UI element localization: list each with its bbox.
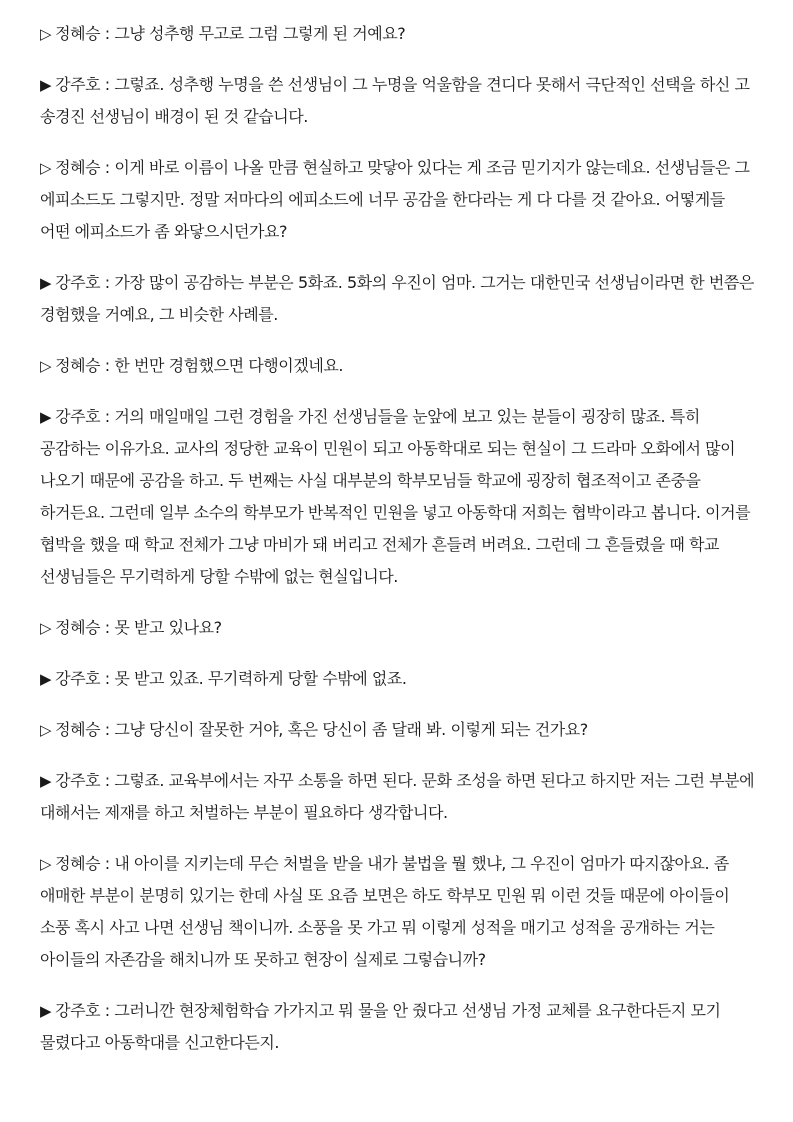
speaker-name: 강주호 bbox=[55, 771, 101, 790]
utterance-text: 그렇죠. 교육부에서는 자꾸 소통을 하면 된다. 문화 조성을 하면 된다고 하지만 저는 그런 부분에 대해서는 제재를 하고 처벌하는 부분이 필요하다 생각합니다. bbox=[40, 771, 755, 822]
utterance-text: 못 받고 있죠. 무기력하게 당할 수밖에 없죠. bbox=[114, 669, 407, 688]
speaker-name: 정혜승 bbox=[55, 618, 101, 637]
utterance-text: 한 번만 경험했으면 다행이겠네요. bbox=[114, 356, 343, 375]
speaker-marker-icon: ▷ bbox=[40, 855, 52, 873]
speaker-name: 정혜승 bbox=[55, 720, 101, 739]
interview-transcript bbox=[40, 18, 757, 1059]
utterance-text: 그러니깐 현장체험학습 가가지고 뭐 물을 안 줬다고 선생님 가정 교체를 요구한다든지 모기 물렸다고 아동학대를 신고한다든지. bbox=[40, 1001, 721, 1052]
utterance-text: 그냥 당신이 잘못한 거야, 혹은 당신이 좀 달래 봐. 이렇게 되는 건가요? bbox=[114, 720, 588, 739]
speaker-marker-icon: ▶ bbox=[40, 274, 52, 292]
speaker-name: 강주호 bbox=[55, 669, 101, 688]
dialogue-paragraph: ▶ 강주호 : 그렇죠. 교육부에서는 자꾸 소통을 하면 된다. 문화 조성을 하면 된다고 하지만 저는 그런 부분에 대해서는 제재를 하고 처벌하는 부분이 필요하다 생각합니다. bbox=[40, 765, 757, 829]
dialogue-paragraph: ▷ 정혜승 : 그냥 성추행 무고로 그럼 그렇게 된 거예요? bbox=[40, 18, 757, 50]
utterance-text: 그냥 성추행 무고로 그럼 그렇게 된 거예요? bbox=[114, 24, 406, 43]
speaker-marker-icon: ▶ bbox=[40, 1002, 52, 1020]
speaker-marker-icon: ▶ bbox=[40, 772, 52, 790]
speaker-marker-icon: ▶ bbox=[40, 670, 52, 688]
speaker-name: 정혜승 bbox=[55, 854, 101, 873]
speaker-name: 정혜승 bbox=[55, 158, 101, 177]
speaker-marker-icon: ▶ bbox=[40, 408, 52, 426]
speaker-marker-icon: ▷ bbox=[40, 721, 52, 739]
utterance-text: 가장 많이 공감하는 부분은 5화죠. 5화의 우진이 엄마. 그거는 대한민국 선생님이라면 한 번쯤은 경험했을 거예요, 그 비슷한 사례를. bbox=[40, 273, 754, 324]
speaker-marker-icon: ▷ bbox=[40, 159, 52, 177]
utterance-text: 거의 매일매일 그런 경험을 가진 선생님들을 눈앞에 보고 있는 분들이 굉장히 많죠. 특히 공감하는 이유가요. 교사의 정당한 교육이 민원이 되고 아동학대로 되는 현실이 그 드라마 오화에서 많이 나오기 때문에 공감을 하고. 두 번째는 사실 대부분의 학부모님들 학교에 굉장히 협조적이고 존중을 하거든요. 그런데 일부 소수의 학부모가 반복적인 민원을 넣고 아동학대 저희는 협박이라고 봅니다. 이거를 협박을 했을 때 학교 전체가 그냥 마비가 돼 버리고 전체가 흔들려 버려요. 그런데 그 흔들렸을 때 학교 선생님들은 무기력하게 당할 수밖에 없는 현실입니다. bbox=[40, 407, 751, 586]
utterance-text: 이게 바로 이름이 나올 만큼 현실하고 맞닿아 있다는 게 조금 믿기지가 않는데요. 선생님들은 그 에피소드도 그렇지만. 정말 저마다의 에피소드에 너무 공감을 한다라는 게 다 다를 것 같아요. 어떻게들 어떤 에피소드가 좀 와닿으시던가요? bbox=[40, 158, 750, 241]
speaker-marker-icon: ▷ bbox=[40, 619, 52, 637]
speaker-marker-icon: ▶ bbox=[40, 76, 52, 94]
dialogue-paragraph: ▶ 강주호 : 그러니깐 현장체험학습 가가지고 뭐 물을 안 줬다고 선생님 가정 교체를 요구한다든지 모기 물렸다고 아동학대를 신고한다든지. bbox=[40, 995, 757, 1059]
dialogue-paragraph: ▷ 정혜승 : 그냥 당신이 잘못한 거야, 혹은 당신이 좀 달래 봐. 이렇게 되는 건가요? bbox=[40, 714, 757, 746]
speaker-name: 강주호 bbox=[55, 1001, 101, 1020]
speaker-name: 강주호 bbox=[55, 407, 101, 426]
dialogue-paragraph: ▷ 정혜승 : 내 아이를 지키는데 무슨 처벌을 받을 내가 불법을 뭘 했냐, 그 우진이 엄마가 따지잖아요. 좀 애매한 부분이 분명히 있기는 한데 사실 또 요즘 보면은 하도 학부모 민원 뭐 이런 것들 때문에 아이들이 소풍 혹시 사고 나면 선생님 책이니까. 소풍을 못 가고 뭐 이렇게 성적을 매기고 성적을 공개하는 거는 아이들의 자존감을 해치니까 또 못하고 현장이 실제로 그렇습니까? bbox=[40, 848, 757, 976]
utterance-text: 그렇죠. 성추행 누명을 쓴 선생님이 그 누명을 억울함을 견디다 못해서 극단적인 선택을 하신 고 송경진 선생님이 배경이 된 것 같습니다. bbox=[40, 75, 750, 126]
dialogue-paragraph: ▷ 정혜승 : 못 받고 있나요? bbox=[40, 612, 757, 644]
speaker-name: 강주호 bbox=[55, 75, 101, 94]
dialogue-paragraph: ▷ 정혜승 : 한 번만 경험했으면 다행이겠네요. bbox=[40, 350, 757, 382]
speaker-marker-icon: ▷ bbox=[40, 357, 52, 375]
dialogue-paragraph: ▶ 강주호 : 거의 매일매일 그런 경험을 가진 선생님들을 눈앞에 보고 있는 분들이 굉장히 많죠. 특히 공감하는 이유가요. 교사의 정당한 교육이 민원이 되고 아동학대로 되는 현실이 그 드라마 오화에서 많이 나오기 때문에 공감을 하고. 두 번째는 사실 대부분의 학부모님들 학교에 굉장히 협조적이고 존중을 하거든요. 그런데 일부 소수의 학부모가 반복적인 민원을 넣고 아동학대 저희는 협박이라고 봅니다. 이거를 협박을 했을 때 학교 전체가 그냥 마비가 돼 버리고 전체가 흔들려 버려요. 그런데 그 흔들렸을 때 학교 선생님들은 무기력하게 당할 수밖에 없는 현실입니다. bbox=[40, 401, 757, 593]
speaker-name: 강주호 bbox=[55, 273, 101, 292]
utterance-text: 내 아이를 지키는데 무슨 처벌을 받을 내가 불법을 뭘 했냐, 그 우진이 엄마가 따지잖아요. 좀 애매한 부분이 분명히 있기는 한데 사실 또 요즘 보면은 하도 학부모 민원 뭐 이런 것들 때문에 아이들이 소풍 혹시 사고 나면 선생님 책이니까. 소풍을 못 가고 뭐 이렇게 성적을 매기고 성적을 공개하는 거는 아이들의 자존감을 해치니까 또 못하고 현장이 실제로 그렇습니까? bbox=[40, 854, 730, 969]
dialogue-paragraph: ▶ 강주호 : 못 받고 있죠. 무기력하게 당할 수밖에 없죠. bbox=[40, 663, 757, 695]
dialogue-paragraph: ▶ 강주호 : 그렇죠. 성추행 누명을 쓴 선생님이 그 누명을 억울함을 견디다 못해서 극단적인 선택을 하신 고 송경진 선생님이 배경이 된 것 같습니다. bbox=[40, 69, 757, 133]
dialogue-paragraph: ▷ 정혜승 : 이게 바로 이름이 나올 만큼 현실하고 맞닿아 있다는 게 조금 믿기지가 않는데요. 선생님들은 그 에피소드도 그렇지만. 정말 저마다의 에피소드에 너무 공감을 한다라는 게 다 다를 것 같아요. 어떻게들 어떤 에피소드가 좀 와닿으시던가요? bbox=[40, 152, 757, 248]
speaker-name: 정혜승 bbox=[55, 356, 101, 375]
speaker-name: 정혜승 bbox=[55, 24, 101, 43]
dialogue-paragraph: ▶ 강주호 : 가장 많이 공감하는 부분은 5화죠. 5화의 우진이 엄마. 그거는 대한민국 선생님이라면 한 번쯤은 경험했을 거예요, 그 비슷한 사례를. bbox=[40, 267, 757, 331]
utterance-text: 못 받고 있나요? bbox=[114, 618, 222, 637]
speaker-marker-icon: ▷ bbox=[40, 25, 52, 43]
